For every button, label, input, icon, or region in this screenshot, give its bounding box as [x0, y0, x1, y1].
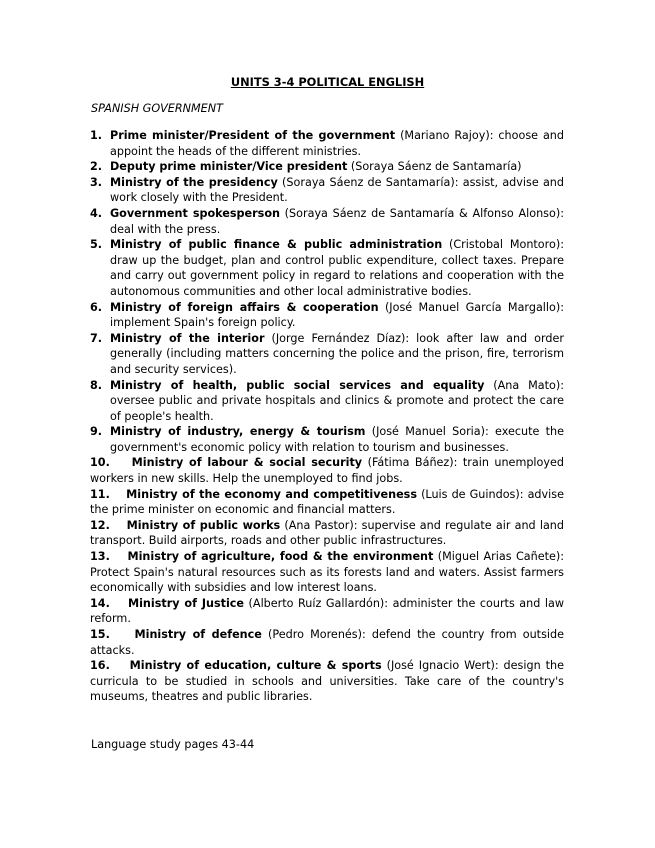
- ministry-description: : execute the government's economic policy with relation to tourism and businesses.: [110, 425, 564, 454]
- ministry-name: Ministry of the economy and competitiveness: [126, 487, 417, 501]
- item-number: 2.: [90, 160, 103, 174]
- minister-name: (José Manuel Soria): [371, 425, 485, 439]
- list-item: [90, 658, 564, 705]
- ministry-description: : implement Spain's foreign policy.: [110, 300, 565, 330]
- ministry-list: [90, 128, 564, 705]
- item-number: 8.: [90, 378, 103, 392]
- ministry-name: Ministry of the interior: [110, 331, 265, 345]
- page-title: UNITS 3-4 POLITICAL ENGLISH: [230, 75, 425, 89]
- minister-name: (Soraya Sáenz de Santamaría): [282, 175, 455, 189]
- list-item: [90, 300, 564, 331]
- list-item: [90, 128, 564, 159]
- list-item: [90, 455, 564, 486]
- minister-name: (Soraya Sáenz de Santamaría): [350, 160, 522, 174]
- list-item: [90, 378, 564, 425]
- ministry-name: Ministry of foreign affairs & cooperation: [110, 300, 379, 314]
- ministry-name: Government spokesperson: [110, 206, 280, 220]
- ministry-name: Ministry of agriculture, food & the environment: [127, 550, 434, 564]
- list-item: [90, 518, 564, 549]
- ministry-description: : administer the courts and law reform.: [90, 596, 564, 626]
- minister-name: (Pedro Morenés): [268, 628, 362, 641]
- minister-name: (Soraya Sáenz de Santamaría & Alfonso Alonso): [284, 206, 561, 220]
- ministry-name: Ministry of public works: [126, 518, 281, 532]
- list-item: [90, 159, 564, 175]
- ministry-description: : advise the prime minister on economic and financial matters.: [90, 487, 564, 517]
- section-heading: SPANISH GOVERNMENT: [91, 102, 223, 115]
- item-number: 14.: [90, 596, 110, 610]
- ministry-description: : supervise and regulate air and land transport. Build airports, roads and other public infrastructures.: [90, 518, 564, 548]
- footer-note: Language study pages 43-44: [91, 738, 255, 751]
- ministry-name: Ministry of the presidency: [110, 175, 278, 189]
- minister-name: (Cristobal Montoro): [449, 238, 561, 252]
- item-number: 10.: [90, 456, 110, 470]
- ministry-name: Ministry of defence: [134, 628, 262, 641]
- ministry-description: : assist, advise and work closely with the President.: [110, 175, 564, 205]
- minister-name: (Luis de Guindos): [421, 487, 520, 501]
- ministry-name: Ministry of health, public social services and equality: [110, 378, 485, 392]
- item-number: 13.: [90, 550, 110, 564]
- ministry-name: Ministry of public finance & public administration: [110, 238, 443, 252]
- list-item: [90, 331, 564, 378]
- minister-name: (Ana Pastor): [284, 518, 354, 532]
- ministry-description: : Protect Spain's natural resources such as its forests land and waters. Assist farmers economically with subsidies and low interest loans.: [90, 550, 564, 595]
- item-number: 16.: [90, 659, 110, 673]
- item-number: 3.: [90, 175, 103, 189]
- ministry-description: : choose and appoint the heads of the different ministries.: [110, 129, 565, 158]
- ministry-description: : oversee public and private hospitals and clinics & promote and protect the care of people's health.: [110, 378, 564, 423]
- ministry-description: : defend the country from outside attacks.: [90, 628, 564, 657]
- item-number: 1.: [90, 129, 103, 142]
- ministry-description: : design the curricula to be studied in schools and universities. Take care of the country's museums, theatres and public libraries.: [90, 659, 564, 704]
- list-item: [90, 237, 564, 299]
- item-number: 9.: [90, 425, 103, 439]
- list-item: [90, 175, 564, 206]
- ministry-name: Ministry of education, culture & sports: [129, 659, 382, 673]
- minister-name: (Alberto Ruíz Gallardón): [248, 596, 385, 610]
- item-number: 15.: [90, 628, 110, 641]
- ministry-name: Ministry of industry, energy & tourism: [110, 425, 366, 439]
- minister-name: (Mariano Rajoy): [400, 129, 490, 142]
- ministry-description: : deal with the press.: [110, 206, 564, 236]
- item-number: 12.: [90, 518, 110, 532]
- ministry-name: Ministry of Justice: [127, 596, 245, 610]
- list-item: [90, 627, 564, 658]
- item-number: 5.: [90, 238, 103, 252]
- minister-name: (José Manuel García Margallo): [384, 300, 561, 314]
- minister-name: (Ana Mato): [493, 378, 561, 392]
- list-item: [90, 487, 564, 518]
- item-number: 6.: [90, 300, 103, 314]
- minister-name: (Miguel Arias Cañete): [437, 550, 561, 564]
- minister-name: (Jorge Fernández Díaz): [271, 331, 406, 345]
- item-number: 4.: [90, 206, 103, 220]
- list-item: [90, 549, 564, 596]
- item-number: 11.: [90, 487, 110, 501]
- ministry-name: Deputy prime minister/Vice president: [110, 160, 348, 174]
- minister-name: (Fátima Báñez): [367, 456, 454, 470]
- list-item: [90, 596, 564, 627]
- minister-name: (José Ignacio Wert): [386, 659, 495, 673]
- ministry-description: : train unemployed workers in new skills. Help the unemployed to find jobs.: [90, 456, 564, 486]
- ministry-name: Prime minister/President of the government: [110, 129, 396, 142]
- list-item: [90, 424, 564, 455]
- list-item: [90, 206, 564, 237]
- ministry-name: Ministry of labour & social security: [131, 456, 363, 470]
- ministry-description: : look after law and order generally (including matters concerning the police and the prison, fire, terrorism and security services).: [110, 331, 565, 376]
- item-number: 7.: [90, 331, 103, 345]
- ministry-description: : draw up the budget, plan and control public expenditure, collect taxes. Prepare and carry out government policy in regard to relations and cooperation with the autonomous communities and other local administrative bodies.: [110, 238, 564, 298]
